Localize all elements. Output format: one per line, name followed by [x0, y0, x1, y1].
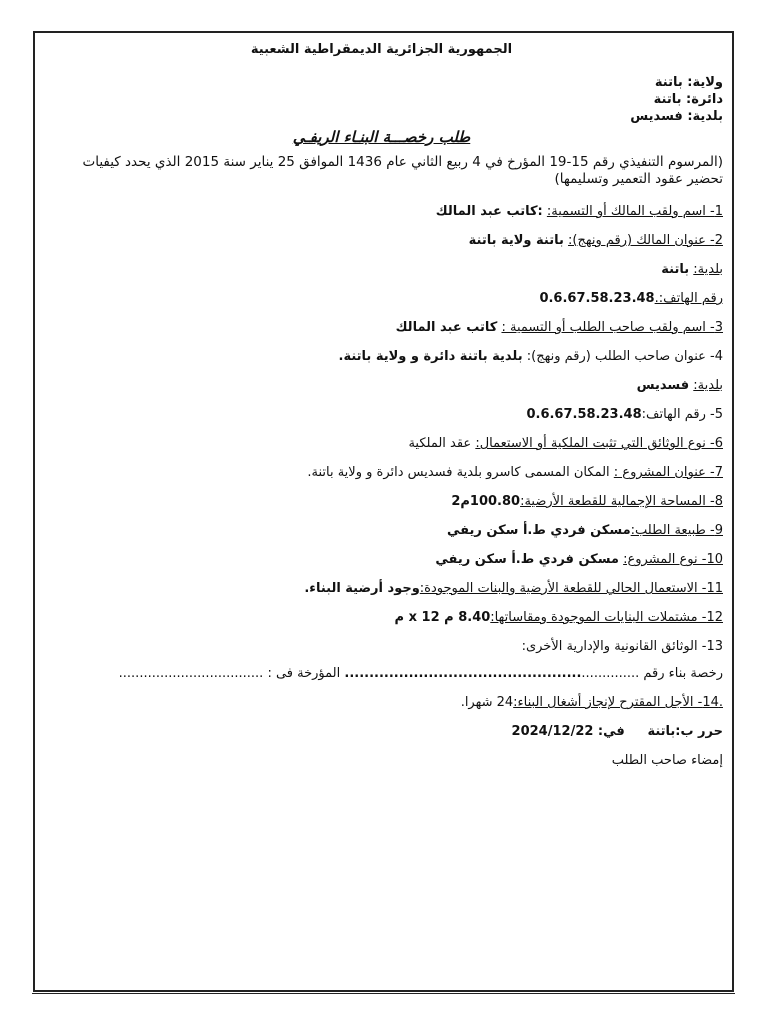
document-title: طلب رخصـــة البنـاء الريفـي: [292, 128, 471, 146]
permit-line-a: رخصة بناء رقم ..............: [581, 666, 723, 681]
item-2: [40, 233, 723, 248]
item-10: [40, 552, 723, 567]
item-11: [40, 581, 723, 596]
written-at: حرر ب:باتنة: [647, 724, 723, 739]
decree-text: (المرسوم التنفيذي رقم 15-19 المؤرخ في 4 ربيع الثاني عام 1436 الموافق 25 يناير سنة 2015 الذي يحدد كيفيات تحضير عقود التعمير وتسليمها): [82, 154, 723, 187]
item-11-value: وجود أرضية البناء.: [304, 581, 420, 596]
item-2-baladia-value: باتنة: [661, 262, 690, 277]
item-4-baladia: [40, 378, 723, 393]
item-6-label: 6- نوع الوثائق التي تثبت الملكية أو الاستعمال:: [475, 436, 723, 451]
permit-line-d: ...................................: [118, 666, 264, 681]
permit-line-b: ................................................: [344, 666, 582, 681]
item-9: [40, 523, 723, 538]
item-5-label: 5- رقم الهاتف:: [641, 407, 723, 422]
item-13: [40, 639, 723, 654]
item-4-baladia-label: بلدية:: [693, 378, 723, 393]
item-5-value: 0.6.67.58.23.48: [526, 407, 642, 422]
item-12-value: 8.40 م x 12 م: [394, 610, 491, 625]
permit-line: [40, 666, 723, 681]
item-10-label: 10- نوع المشروع:: [623, 552, 723, 567]
item-4: [40, 349, 723, 364]
item-4-baladia-value: فسديس: [636, 378, 690, 393]
item-3: [40, 320, 723, 335]
item-4-value: بلدية باتنة دائرة و ولاية باتنة.: [338, 349, 523, 364]
item-10-value: مسكن فردي ط.أ سكن ريفي: [435, 552, 619, 567]
item-7-label: 7- عنوان المشروع :: [613, 465, 723, 480]
phone-1-label: رقم الهاتف:.: [654, 291, 723, 306]
item-8-value: 100.80م2: [451, 494, 521, 509]
item-14-value: 24 شهرا.: [460, 695, 514, 710]
written-on: في: 2024/12/22: [511, 724, 625, 739]
item-12-label: 12- مشتملات البنايات الموجودة ومقاساتها:: [490, 610, 723, 625]
signature-line: [40, 753, 723, 768]
item-2-baladia: [40, 262, 723, 277]
item-3-label: 3- اسم ولقب صاحب الطلب أو التسمية :: [501, 320, 723, 335]
item-2-baladia-label: بلدية:: [693, 262, 723, 277]
item-8-label: 8- المساحة الإجمالية للقطعة الأرضية:: [520, 494, 723, 509]
item-2-value: باتنة ولاية باتنة: [468, 233, 564, 248]
item-5: [40, 407, 723, 422]
permit-line-c: المؤرخة فى :: [267, 666, 341, 681]
wilaya-line: ولاية: باتنة: [654, 75, 723, 90]
item-6: [40, 436, 723, 451]
item-1-label: 1- اسم ولقب المالك أو التسمية:: [546, 204, 723, 219]
document-body: [40, 38, 723, 768]
daira-line: دائرة: باتنة: [653, 92, 723, 107]
item-2-label: 2- عنوان المالك (رقم ونهج):: [568, 233, 723, 248]
republic-heading: الجمهورية الجزائرية الديمقراطية الشعبية: [250, 42, 513, 57]
item-7: [40, 465, 723, 480]
item-7-value: المكان المسمى كاسرو بلدية فسديس دائرة و ولاية باتنة.: [307, 465, 610, 480]
footer-date-line: [40, 724, 723, 739]
item-12: [40, 610, 723, 625]
signature-label: إمضاء صاحب الطلب: [611, 753, 723, 768]
item-14: [40, 695, 723, 710]
item-14-label: .14- الأجل المقترح لإنجاز أشغال البناء:: [513, 695, 723, 710]
phone-1-value: 0.6.67.58.23.48: [539, 291, 655, 306]
item-1-value: :كاتب عبد المالك: [435, 204, 543, 219]
item-9-value: مسكن فردي ط.أ سكن ريفي: [447, 523, 631, 538]
item-6-value: عقد الملكية: [408, 436, 472, 451]
baladia-line: بلدية: فسديس: [630, 109, 723, 124]
item-3-value: كاتب عبد المالك: [395, 320, 498, 335]
item-13-label: 13- الوثائق القانونية والإدارية الأخرى:: [521, 639, 723, 654]
item-9-label: 9- طبيعة الطلب:: [630, 523, 723, 538]
item-8: [40, 494, 723, 509]
item-11-label: 11- الاستعمال الحالي للقطعة الأرضية والبنات الموجودة:: [419, 581, 723, 596]
phone-1: [40, 291, 723, 306]
item-4-label: 4- عنوان صاحب الطلب (رقم ونهج):: [526, 349, 723, 364]
item-1: [40, 204, 723, 219]
